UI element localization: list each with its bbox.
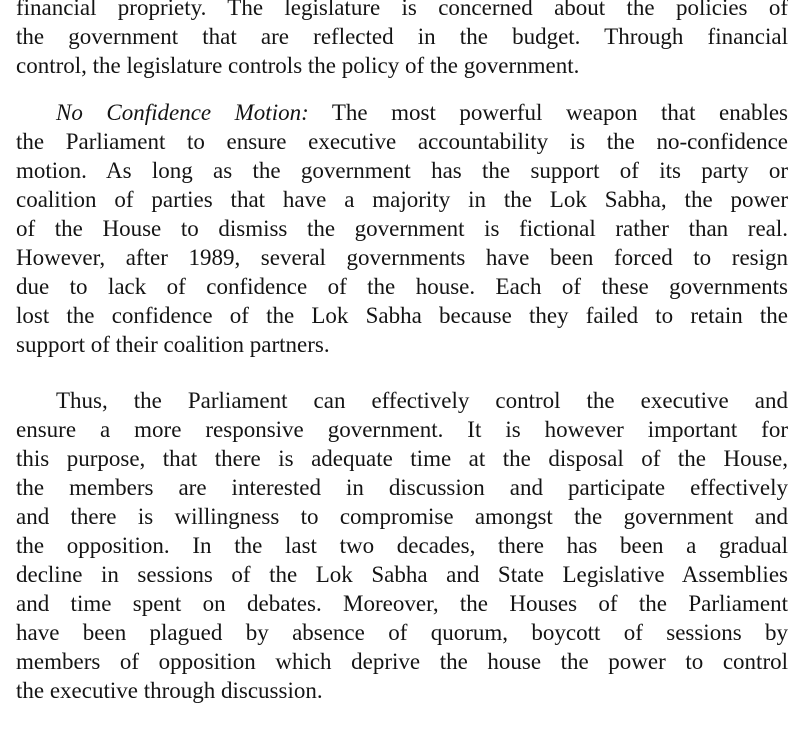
text-line: support of their coalition partners. <box>16 332 330 357</box>
text-line: and there is willingness to compromise amongst the government and <box>16 504 788 529</box>
paragraph-conclusion <box>16 386 788 705</box>
text-line: this purpose, that there is adequate time at the disposal of the House, <box>16 446 788 471</box>
section-heading: No Confidence Motion: <box>56 100 309 125</box>
text-line: have been plagued by absence of quorum, boycott of sessions by <box>16 620 788 645</box>
text-line: and time spent on debates. Moreover, the Houses of the Parliament <box>16 591 788 616</box>
text-line: lost the confidence of the Lok Sabha because they failed to retain the <box>16 303 788 328</box>
text-line: coalition of parties that have a majority in the Lok Sabha, the power <box>16 187 788 212</box>
paragraph-no-confidence-motion <box>16 98 788 359</box>
text-line: However, after 1989, several governments have been forced to resign <box>16 245 788 270</box>
text-line: control, the legislature controls the policy of the government. <box>16 53 580 78</box>
text-line: due to lack of confidence of the house. Each of these governments <box>16 274 788 299</box>
text-fragment: The most powerful weapon that enables <box>308 100 788 125</box>
text-line: the government that are reflected in the budget. Through financial <box>16 24 788 49</box>
text-line: the opposition. In the last two decades, there has been a gradual <box>16 533 788 558</box>
paragraph-financial-control <box>16 0 788 80</box>
text-line: the Parliament to ensure executive accountability is the no-confidence <box>16 129 788 154</box>
text-line: Thus, the Parliament can effectively control the executive and <box>56 388 788 413</box>
text-line: motion. As long as the government has the support of its party or <box>16 158 788 183</box>
text-line: decline in sessions of the Lok Sabha and State Legislative Assemblies <box>16 562 788 587</box>
text-line: the executive through discussion. <box>16 678 323 703</box>
text-line: ensure a more responsive government. It is however important for <box>16 417 788 442</box>
text-line: the members are interested in discussion and participate effectively <box>16 475 788 500</box>
text-line <box>16 98 788 127</box>
text-line: members of opposition which deprive the house the power to control <box>16 649 788 674</box>
text-line: financial propriety. The legislature is concerned about the policies of <box>16 0 788 20</box>
text-line: of the House to dismiss the government is fictional rather than real. <box>16 216 788 241</box>
